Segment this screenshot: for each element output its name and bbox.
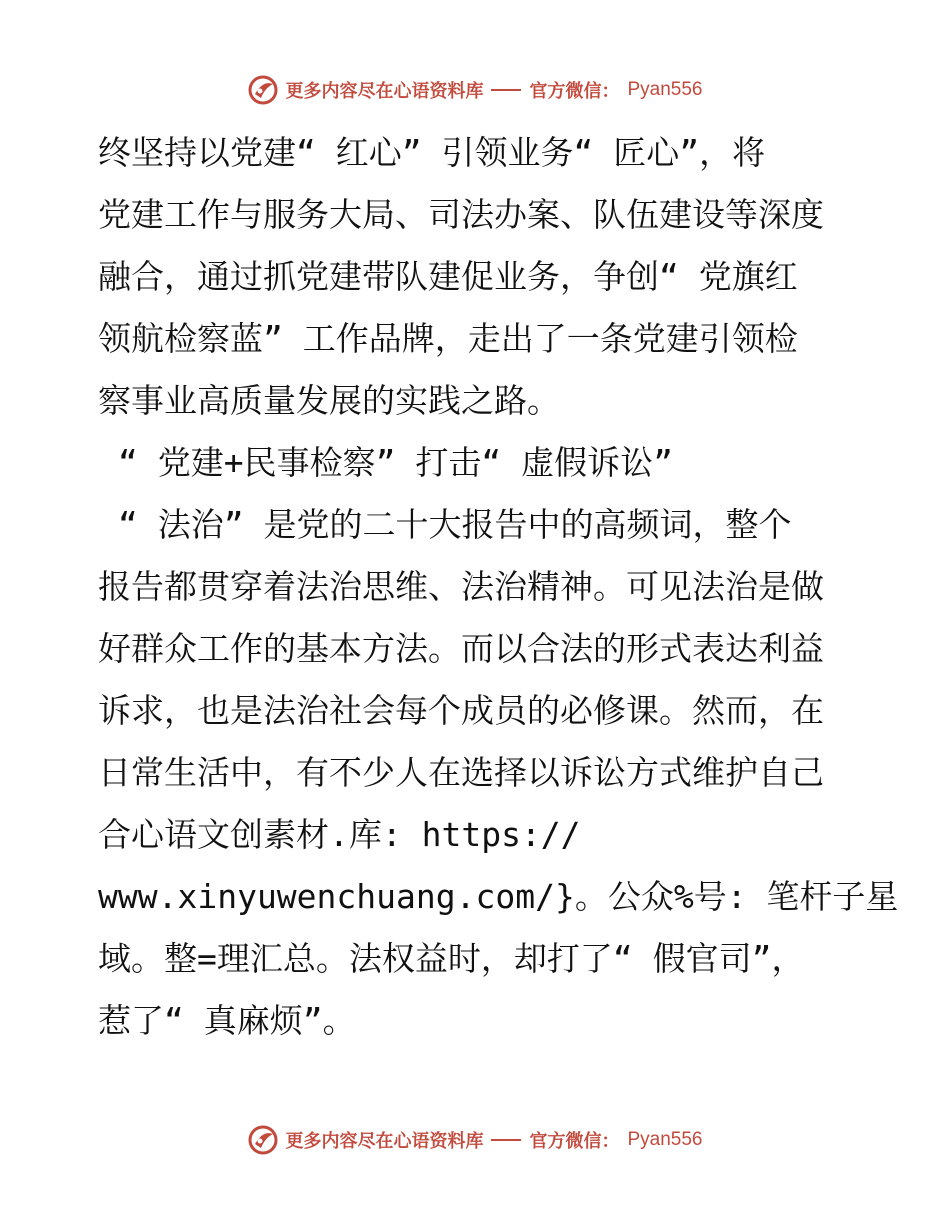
- footer-label-text: 官方微信：: [529, 1131, 620, 1152]
- body-line: 融合，通过抓党建带队建促业务，争创“ 党旗红: [98, 257, 798, 296]
- paragraph-line: www.xinyuwenchuang.com/}。公众%号: 笔杆子星: [98, 877, 899, 916]
- footer-brand-text: 更多内容尽在心语资料库: [285, 1131, 484, 1152]
- header-account-text: Pyan556: [627, 79, 703, 100]
- paragraph-line: 报告都贯穿着法治思维、法治精神。可见法治是做: [98, 567, 824, 606]
- header-banner: [0, 70, 950, 110]
- paragraph-line: 诉求，也是法治社会每个成员的必修课。然而，在: [98, 691, 824, 730]
- document-body: [98, 122, 899, 1052]
- paragraph-line: 日常生活中，有不少人在选择以诉讼方式维护自己: [98, 753, 824, 792]
- paragraph-line: 域。整=理汇总。法权益时，却打了“ 假官司”，: [98, 939, 805, 978]
- logo-icon: [247, 74, 279, 106]
- logo-icon: [247, 1124, 279, 1156]
- section-heading: “ 党建+民事检察” 打击“ 虚假诉讼”: [118, 443, 673, 482]
- footer-account-text: Pyan556: [627, 1129, 703, 1150]
- body-line: 党建工作与服务大局、司法办案、队伍建设等深度: [98, 195, 824, 234]
- body-line: 终坚持以党建“ 红心” 引领业务“ 匠心”，将: [98, 133, 766, 172]
- paragraph-line: 好群众工作的基本方法。而以合法的形式表达利益: [98, 629, 824, 668]
- header-label-text: 官方微信：: [529, 81, 620, 102]
- footer-dash-divider: [491, 1139, 521, 1141]
- body-line: 察事业高质量发展的实践之路。: [98, 381, 560, 420]
- header-dash-divider: [491, 89, 521, 91]
- paragraph-line: “ 法治” 是党的二十大报告中的高频词，整个: [118, 505, 792, 544]
- paragraph-line: 合心语文创素材.库: https://: [98, 815, 581, 854]
- footer-banner: [0, 1120, 950, 1160]
- paragraph-line: 惹了“ 真麻烦”。: [98, 1001, 356, 1040]
- body-line: 领航检察蓝” 工作品牌，走出了一条党建引领检: [98, 319, 798, 358]
- header-brand-text: 更多内容尽在心语资料库: [285, 81, 484, 102]
